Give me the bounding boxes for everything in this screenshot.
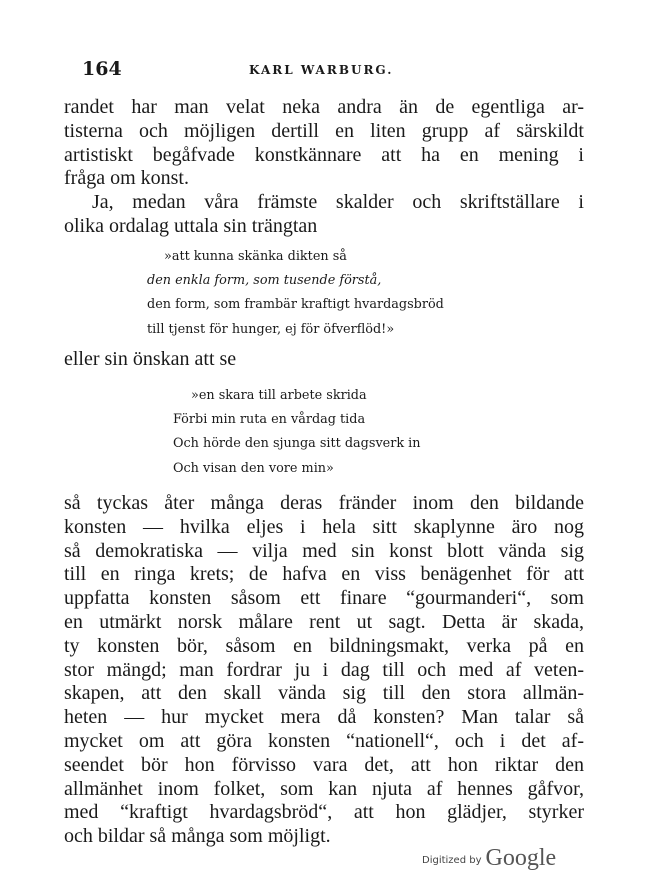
text-line: fråga om konst. [64,167,189,190]
google-logo: Google [485,845,557,871]
paragraph-2 [64,348,584,372]
verse-line: till tjenst för hunger, ej för öfverflöd!» [147,321,395,337]
text-line: så demokratiska — vilja med sin konst blott vända sig [64,539,584,562]
text-line: och bildar så många som möjligt. [64,825,331,848]
running-head: KARL WARBURG. [249,63,394,77]
text-line: randet har man velat neka andra än de egentliga ar- [64,96,584,118]
text-line: stor mängd; man fordrar ju i dag till och med af veten- [64,658,584,681]
verse-line: »att kunna skänka dikten så [164,249,347,264]
text-line: Ja, medan våra främste skalder och skriftställare i [92,191,584,214]
verse-line: den form, som frambär kraftigt hvardagsbröd [147,297,444,313]
text-line: skapen, att den skall vända sig till den stora allmän- [64,682,584,705]
verse-line: Och visan den vore min» [173,460,334,476]
text-line: artistiskt begåfvade konstkännare att ha en mening i [64,143,584,166]
text-line: så tyckas åter många deras fränder inom den bildande [64,492,584,514]
digitized-by-google-watermark [422,845,556,875]
watermark-prefix: Digitized by [422,855,482,866]
paragraph-3 [64,492,584,849]
page-number: 164 [82,58,122,80]
verse-line: Förbi min ruta en vårdag tida [173,412,366,428]
text-line: tisterna och möjligen dertill en liten grupp af särskildt [64,119,584,142]
paragraph-1 [64,96,584,239]
text-line: konsten — hvilka eljes i hela sitt skaplynne äro nog [64,515,584,538]
text-line: en utmärkt norsk målare rent ut sagt. Detta är skada, [64,610,584,633]
verse-line: »en skara till arbete skrida [191,388,367,403]
text-line: seendet bör hon förvisso vara det, att hon riktar den [64,753,584,776]
text-line: uppfatta konsten såsom ett finare “gourmanderi“, som [64,587,584,610]
page-header [64,58,584,84]
text-line: ty konsten bör, såsom en bildningsmakt, verka på en [64,634,584,657]
text-line: med “kraftigt hvardagsbröd“, att hon glädjer, styrker [64,801,584,824]
verse-line: Och hörde den sjunga sitt dagsverk in [173,436,421,452]
verse-quote-2 [173,384,421,481]
text-line: allmänhet inom folket, som kan njuta af hennes gåfvor, [64,777,584,800]
text-line: heten — hur mycket mera då konsten? Man talar så [64,706,584,729]
text-line: mycket om att göra konsten “nationell“, och i det af- [64,729,584,752]
text-line: till en ringa krets; de hafva en viss benägenhet för att [64,563,584,586]
text-line: eller sin önskan att se [64,348,237,370]
text-line: olika ordalag uttala sin trängtan [64,214,318,237]
verse-quote-1 [147,245,444,342]
verse-line: den enkla form, som tusende förstå, [147,273,382,289]
